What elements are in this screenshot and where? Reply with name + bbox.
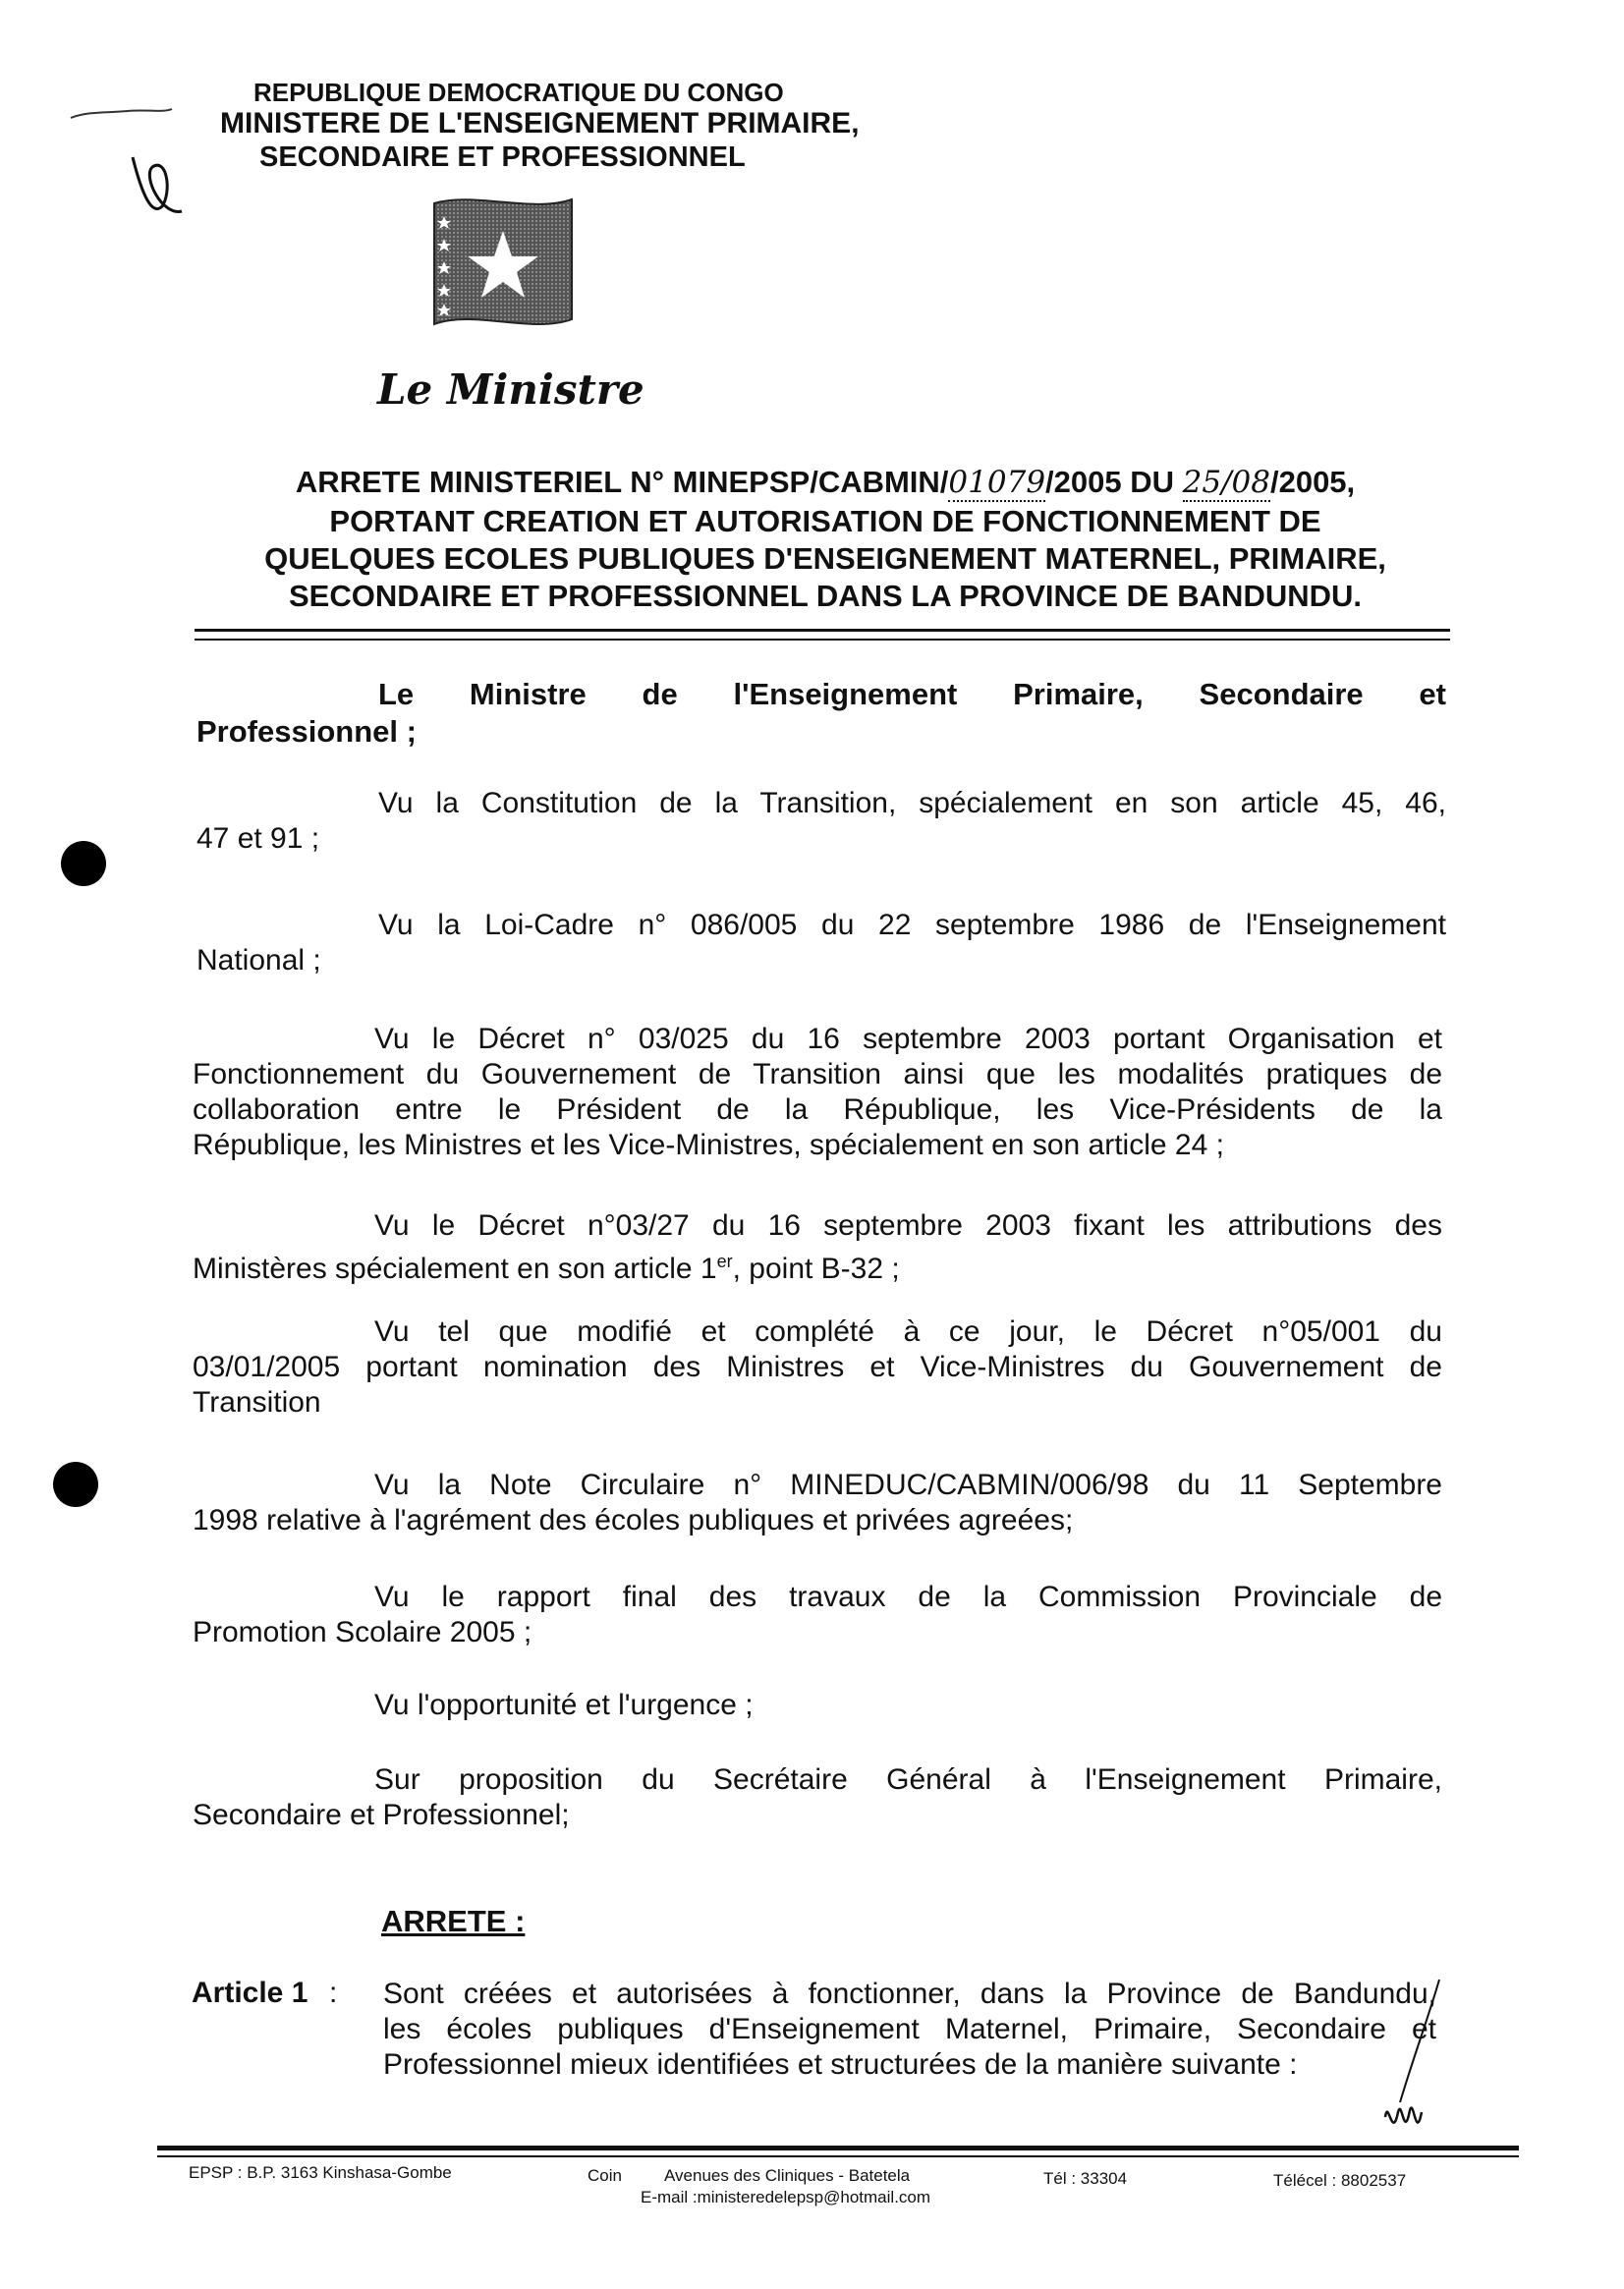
article-1-colon: : <box>329 1977 338 2009</box>
article-1-label: Article 1 <box>192 1977 308 2009</box>
preamble-paragraph-7: Vu le rapport final des travaux de la Commission Provinciale de Promotion Scolaire 2005 ; <box>193 1581 1442 1648</box>
decree-reference <box>187 464 1464 501</box>
ministry-line-2: SECONDAIRE ET PROFESSIONNEL <box>259 141 746 173</box>
article-1-text: Sont créées et autorisées à fonctionner, dans la Province de Bandundu, les écoles publiques d'Enseignement Maternel, Primaire, Secondaire et Professionnel mieux identifiées et structurées de la manière suivante : <box>383 1978 1436 2081</box>
footer-telecel: Télécel : 8802537 <box>1273 2171 1407 2190</box>
preamble-paragraph-3: Vu le Décret n° 03/025 du 16 septembre 2003 portant Organisation et Fonctionnement du Gouvernement de Transition ainsi que les modalités pratiques de collaboration entre le Président de la République, les Vice-Présidents de la République, les Ministres et les Vice-Ministres, spécialement en son article 24 ; <box>193 1023 1442 1161</box>
decree-number: 01079 <box>948 465 1046 500</box>
footer-rule-thin <box>157 2155 1519 2157</box>
footer-address: EPSP : B.P. 3163 Kinshasa-Gombe <box>189 2163 452 2182</box>
handwritten-paraphe-icon <box>1371 1975 1449 2151</box>
footer-avenues: Avenues des Cliniques - Batetela <box>664 2166 911 2185</box>
decree-ref-year-end: /2005, <box>1269 465 1356 499</box>
ministry-line-1: MINISTERE DE L'ENSEIGNEMENT PRIMAIRE, <box>220 107 860 140</box>
punch-hole-bottom <box>53 1462 98 1507</box>
signature-title: Le Ministre <box>377 365 644 414</box>
arrete-heading: ARRETE : <box>381 1904 526 1938</box>
decree-title-line-4: SECONDAIRE ET PROFESSIONNEL DANS LA PROVINCE DE BANDUNDU. <box>289 579 1362 613</box>
country-name: REPUBLIQUE DEMOCRATIQUE DU CONGO <box>253 78 784 107</box>
footer-email: E-mail :ministeredelepsp@hotmail.com <box>641 2188 931 2206</box>
preamble-paragraph-1: Vu la Constitution de la Transition, spécialement en son article 45, 46, 47 et 91 ; <box>196 787 1446 855</box>
preamble-paragraph-9: Sur proposition du Secrétaire Général à l'Enseignement Primaire, Secondaire et Professionnel; <box>193 1763 1442 1831</box>
footer-rule-thick <box>157 2146 1519 2150</box>
decree-ref-year: /2005 DU <box>1045 465 1183 499</box>
preamble-intro: Le Ministre de l'Enseignement Primaire, Secondaire et Professionnel ; <box>196 677 1446 749</box>
footer-tel: Tél : 33304 <box>1043 2169 1128 2188</box>
punch-hole-top <box>61 841 106 886</box>
preamble-paragraph-5: Vu tel que modifié et complété à ce jour, le Décret n°05/001 du 03/01/2005 portant nomination des Ministres et Vice-Ministres du Gouvernement de Transition <box>193 1315 1442 1419</box>
footer-coin: Coin <box>588 2166 622 2185</box>
preamble-paragraph-4: Vu le Décret n°03/27 du 16 septembre 2003 fixant les attributions des Ministères spécialement en son article 1er, point B-32 ; <box>193 1209 1442 1285</box>
preamble-paragraph-2: Vu la Loi-Cadre n° 086/005 du 22 septembre 1986 de l'Enseignement National ; <box>196 909 1446 977</box>
decree-title-line-2: PORTANT CREATION ET AUTORISATION DE FONCTIONNEMENT DE <box>329 504 1321 538</box>
preamble-paragraph-6: Vu la Note Circulaire n° MINEDUC/CABMIN/006/98 du 11 Septembre 1998 relative à l'agrément des écoles publiques et privées agreées; <box>193 1469 1442 1536</box>
preamble-paragraph-8: Vu l'opportunité et l'urgence ; <box>374 1689 754 1721</box>
decree-ref-prefix: ARRETE MINISTERIEL N° MINEPSP/CABMIN/ <box>295 465 949 499</box>
decree-date: 25/08 <box>1182 465 1270 500</box>
decree-title-line-3: QUELQUES ECOLES PUBLIQUES D'ENSEIGNEMENT MATERNEL, PRIMAIRE, <box>264 541 1386 576</box>
margin-stroke-icon <box>69 103 177 123</box>
title-divider-bottom <box>195 639 1450 641</box>
handwritten-initials-icon <box>123 138 201 226</box>
title-divider-top <box>195 629 1450 632</box>
flag-emblem-icon <box>424 192 582 354</box>
